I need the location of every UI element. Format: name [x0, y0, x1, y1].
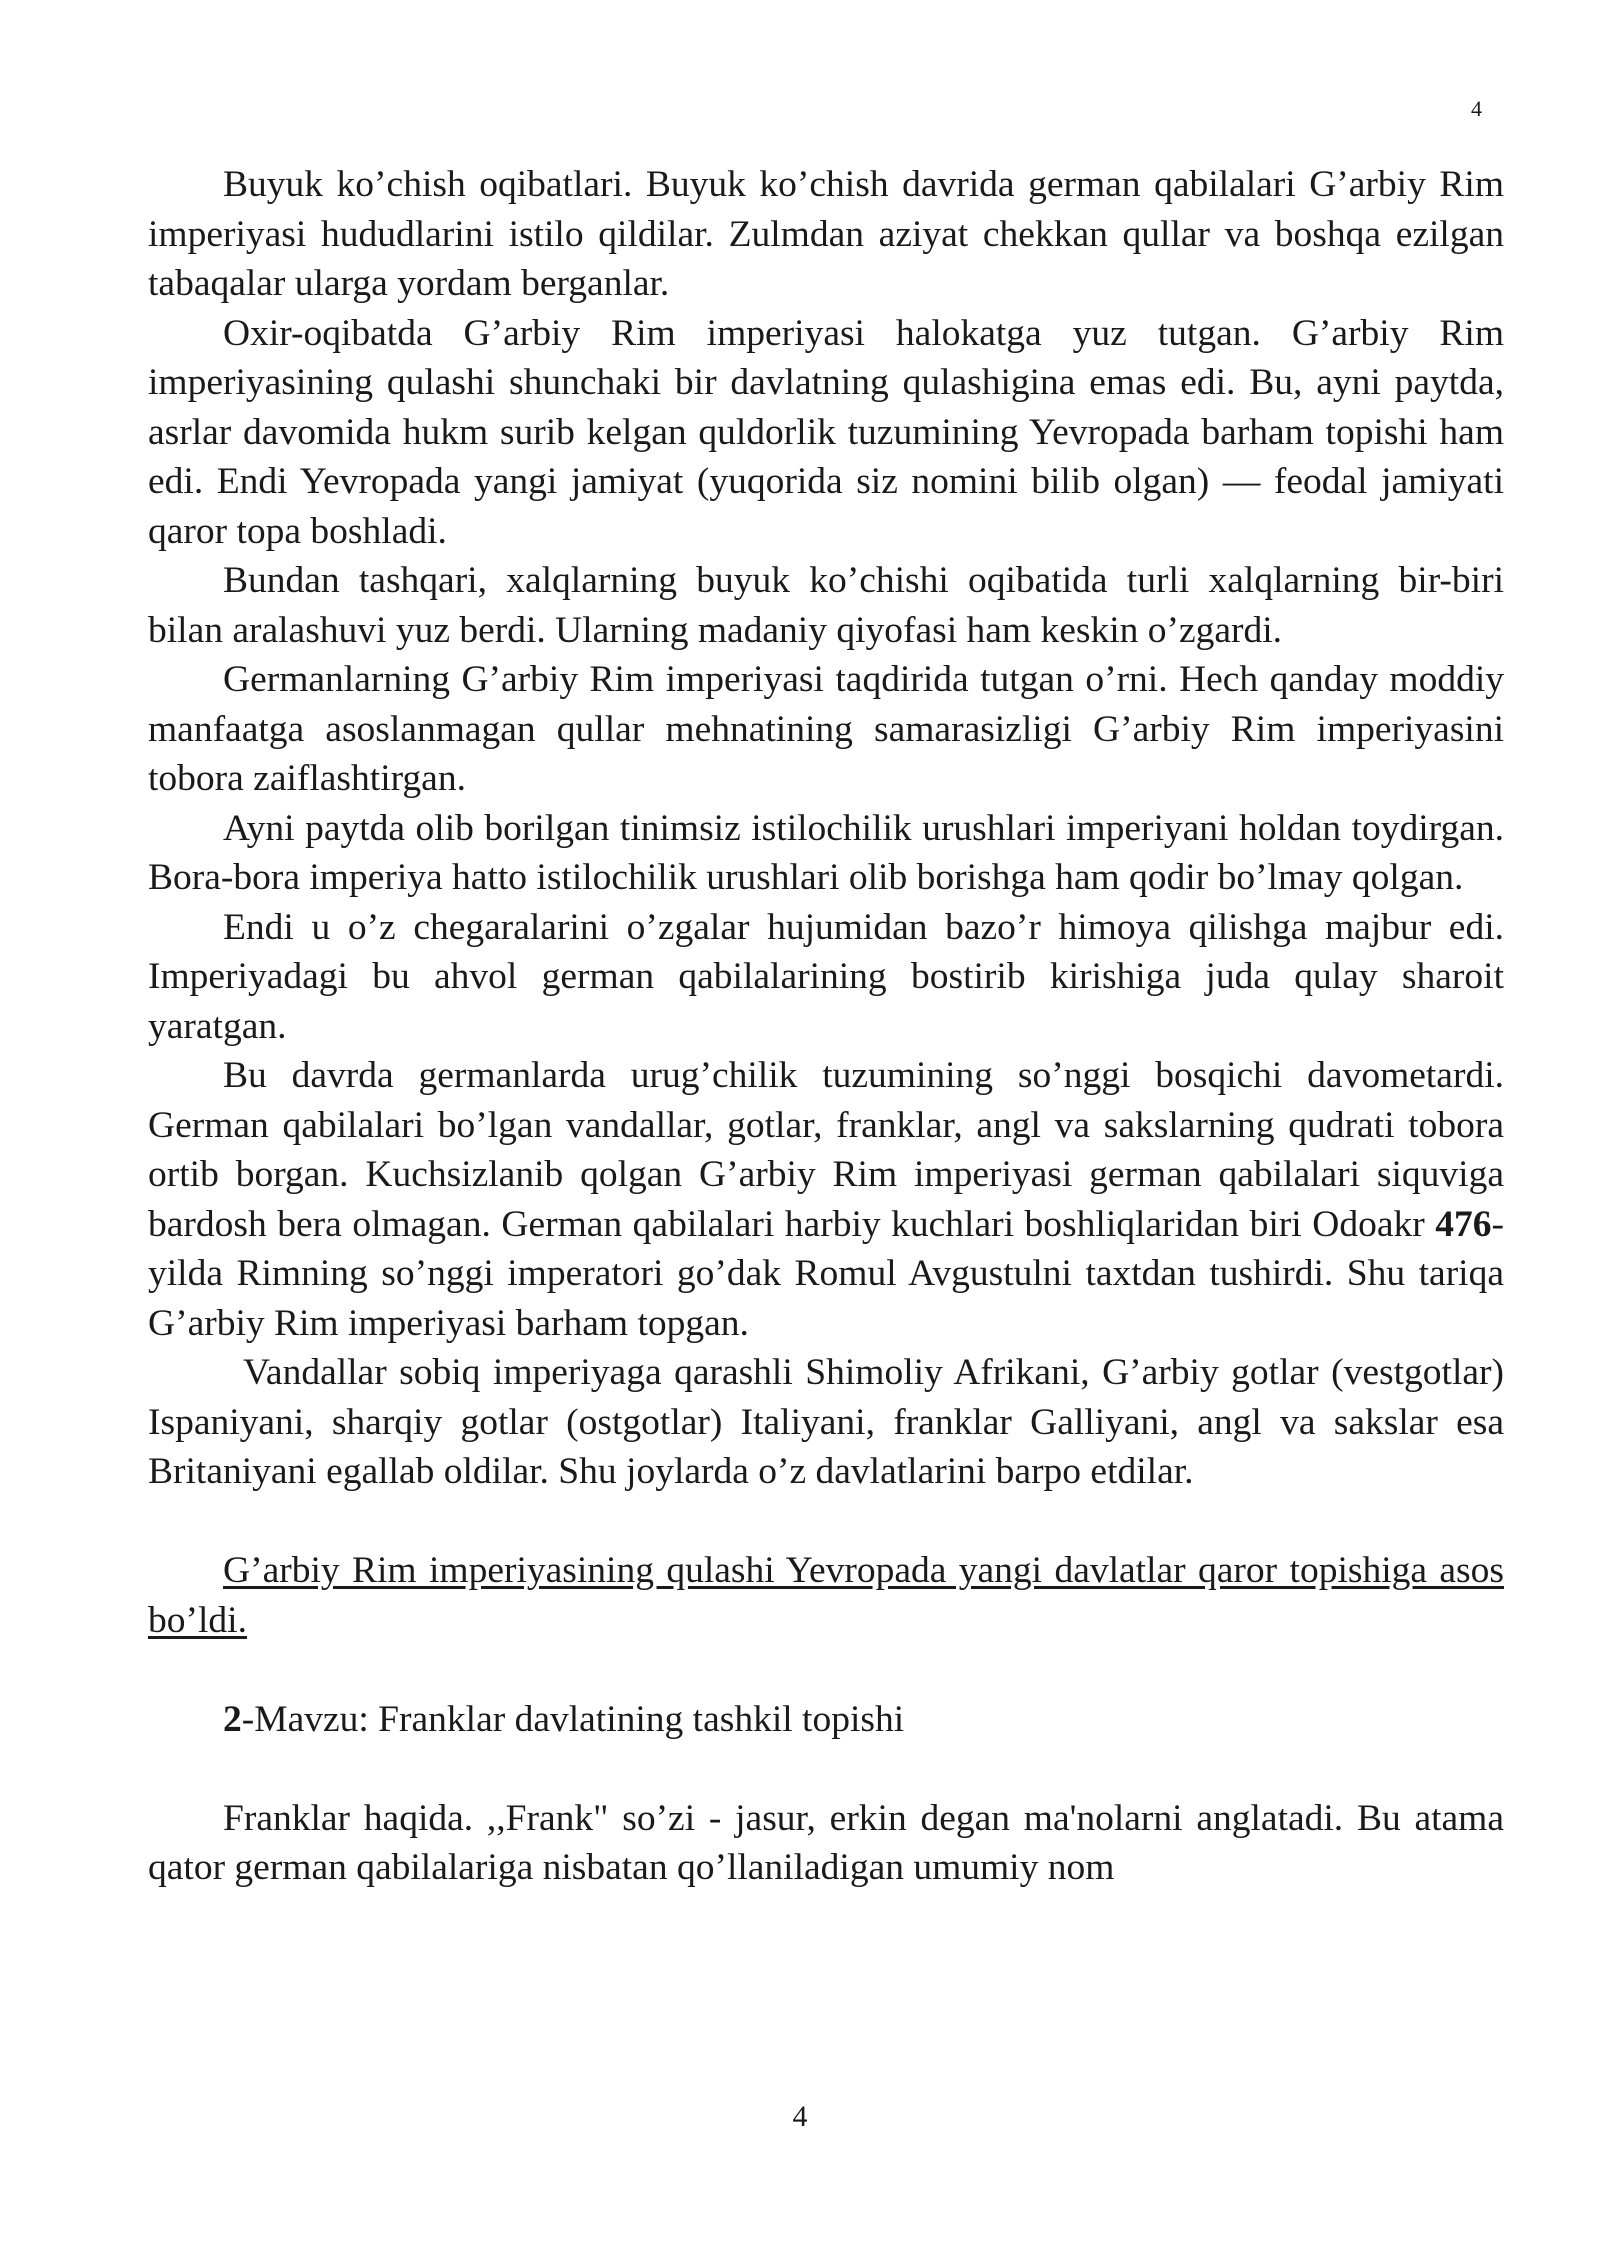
topic-title: -Mavzu: Franklar davlatining tashkil topishi — [241, 1698, 905, 1740]
paragraph-halokat: Oxir-oqibatda G’arbiy Rim imperiyasi halokatga yuz tutgan. G’arbiy Rim imperiyasining qulashi shunchaki bir davlatning qulashigina emas edi. Bu, ayni paytda, asrlar davomida hukm surib kelgan quldorlik tuzumining Yevropada barham topishi ham edi. Endi Yevropada yangi jamiyat (yuqorida siz nomini bilib olgan) — feodal jamiyati qaror topa boshladi. — [148, 312, 1504, 552]
paragraph-vandallar: Vandallar sobiq imperiyaga qarashli Shimoliy Afrikani, G’arbiy gotlar (vestgotlar) Ispaniyani, sharqiy gotlar (ostgotlar) Italiyani, franklar Galliyani, angl va sakslar esa Britaniyani egallab oldilar. Shu joylarda o’z davlatlarini barpo etdilar. — [148, 1352, 1504, 1492]
paragraph-chegaralar: Endi u o’z chegaralarini o’zgalar hujumidan bazo’r himoya qilishga majbur edi. Imperiyadagi bu ahvol german qabilalarining bostirib kirishiga juda qulay sharoit yaratgan. — [148, 906, 1504, 1047]
page-number-top: 4 — [1471, 96, 1482, 121]
blank-line — [148, 1744, 1504, 1794]
paragraph-istilochilik: Ayni paytda olib borilgan tinimsiz istilochilik urushlari imperiyani holdan toydirgan. Bora-bora imperiya hatto istilochilik urushlari olib borishga ham qodir bo’lmay qolgan. — [148, 807, 1504, 898]
year-476: 476 — [1435, 1203, 1492, 1245]
conclusion-paragraph — [148, 1546, 1504, 1645]
page-number-bottom: 4 — [792, 2100, 808, 2133]
document-body — [148, 160, 1504, 1893]
paragraph-aralashuv: Bundan tashqari, xalqlarning buyuk ko’chishi oqibatida turli xalqlarning bir-biri bilan aralashuvi yuz berdi. Ularning madaniy qiyofasi ham keskin o’zgardi. — [148, 560, 1504, 651]
odoakr-text-before: Bu davrda germanlarda urug’chilik tuzumining so’nggi bosqichi davometardi. German qabilalari bo’lgan vandallar, gotlar, franklar, angl va sakslarning qudrati tobora ortib borgan. Kuchsizlanib qolgan G’arbiy Rim imperiyasi german qabilalari siquviga bardosh bera olmagan. German qabilalari harbiy kuchlari boshliqlaridan biri Odoakr — [148, 1055, 1504, 1245]
paragraph-franklar: Franklar haqida. ,,Frank" so’zi - jasur, erkin degan ma'nolarni anglatadi. Bu atama qator german qabilalariga nisbatan qo’llaniladigan umumiy nom — [148, 1797, 1504, 1888]
paragraph-buyuk-kochish: Buyuk ko’chish oqibatlari. Buyuk ko’chish davrida german qabilalari G’arbiy Rim imperiyasi hududlarini istilo qildilar. Zulmdan aziyat chekkan qullar va boshqa ezilgan tabaqalar ularga yordam berganlar. — [148, 164, 1504, 304]
topic-heading — [148, 1695, 1504, 1745]
blank-line — [148, 1497, 1504, 1547]
paragraph-odoakr — [148, 1051, 1504, 1348]
conclusion-underlined-text: G’arbiy Rim imperiyasining qulashi Yevropada yangi davlatlar qaror topishiga asos bo’ldi. — [148, 1550, 1504, 1641]
paragraph-germanlar-orni: Germanlarning G’arbiy Rim imperiyasi taqdirida tutgan o’rni. Hech qanday moddiy manfaatga asoslanmagan qullar mehnatining samarasizligi G’arbiy Rim imperiyasini tobora zaiflashtirgan. — [148, 659, 1504, 799]
topic-number: 2 — [223, 1698, 242, 1740]
blank-line — [148, 1645, 1504, 1695]
odoakr-text-after: - yilda Rimning so’nggi imperatori go’dak Romul Avgustulni taxtdan tushirdi. Shu tariqa G’arbiy Rim imperiyasi barham topgan. — [148, 1203, 1504, 1344]
